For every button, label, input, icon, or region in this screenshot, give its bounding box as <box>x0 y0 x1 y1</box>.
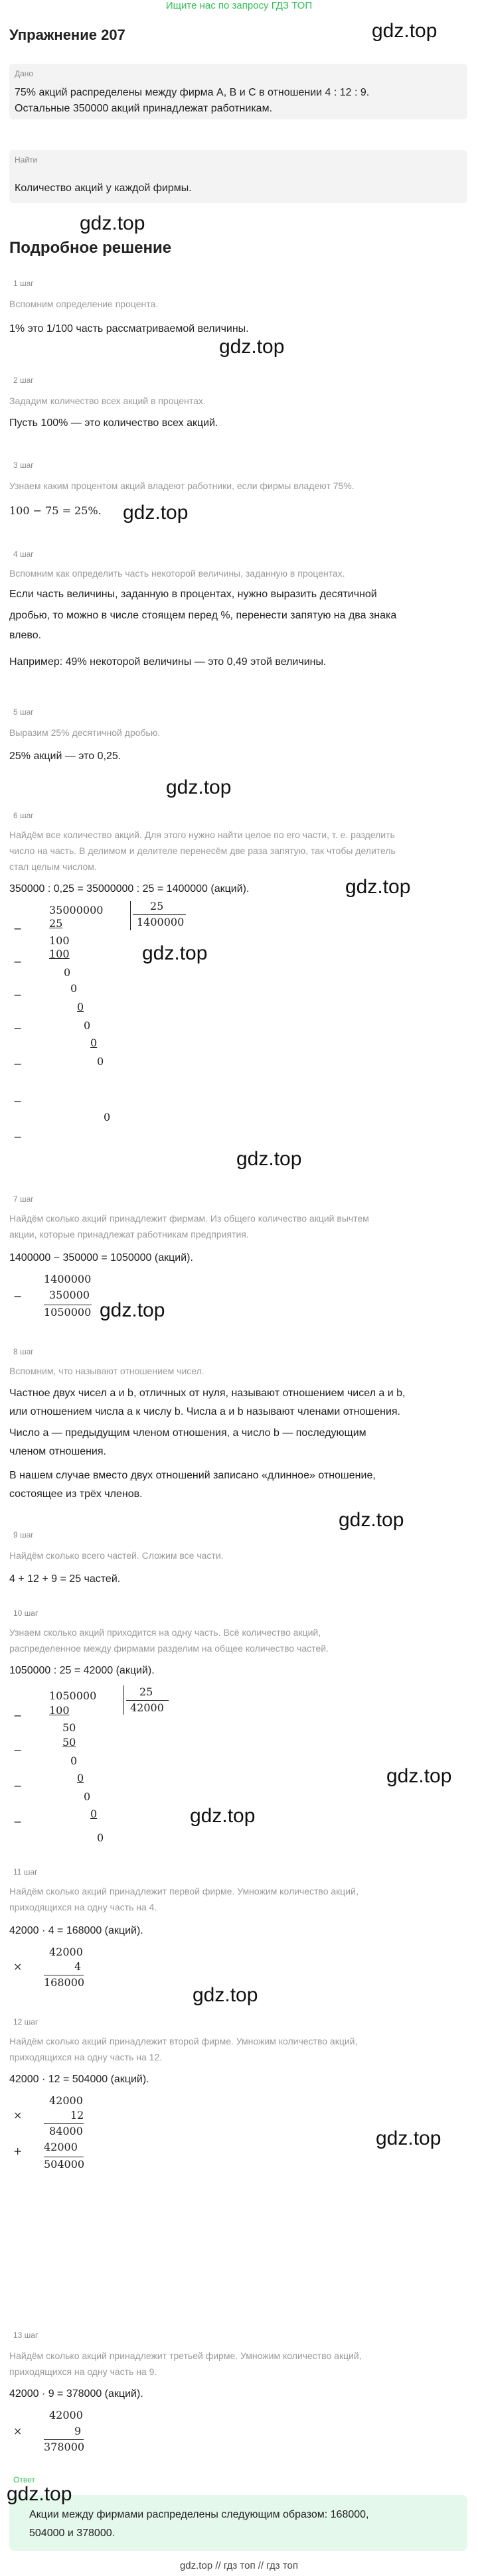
answer-line: 504000 и 378000. <box>29 2528 116 2539</box>
footer-links[interactable]: gdz.top // гдз топ // гдз топ <box>179 2560 299 2571</box>
step-desc: Найдём все количество акций. Для этого нужно найти целое по его части, т. е. разделить <box>9 829 395 840</box>
calc-row: 0 <box>70 1754 78 1767</box>
step-desc: Вспомним как определить часть некоторой величины, заданную в процентах. <box>9 568 345 579</box>
step-desc: приходящихся на одну часть на 4. <box>9 1902 157 1912</box>
step-desc: Вспомним определение процента. <box>9 299 159 309</box>
minus-sign: − <box>13 1816 23 1828</box>
given-line: 75% акций распределены между фирма А, В и С в отношении 4 : 12 : 9. <box>15 87 370 98</box>
division-bar <box>130 901 131 930</box>
plus-sign: + <box>13 2145 23 2157</box>
watermark: gdz.top <box>80 212 145 234</box>
watermark: gdz.top <box>345 876 411 898</box>
find-box <box>9 150 467 203</box>
calc-row: 100 <box>49 948 70 960</box>
calc-row: 42000 <box>44 2141 78 2153</box>
times-sign: × <box>13 2425 23 2437</box>
minus-sign: − <box>13 1780 23 1792</box>
step-tag: 5 шаг <box>13 707 34 717</box>
find-tag: Найти <box>15 155 38 165</box>
step-line: 1% это 1/100 часть рассматриваемой величины. <box>9 323 249 334</box>
calc-row: 0 <box>90 1037 98 1049</box>
watermark: gdz.top <box>142 942 208 964</box>
step-line: 100 − 75 = 25%. <box>9 504 102 517</box>
watermark: gdz.top <box>123 502 189 524</box>
watermark: gdz.top <box>193 1984 258 2006</box>
calc-row: 0 <box>64 966 71 979</box>
top-search-link[interactable]: Ищите нас по запросу ГДЗ ТОП <box>165 0 313 11</box>
divisor: 25 <box>150 900 164 912</box>
step-desc: Найдём сколько всего частей. Сложим все части. <box>9 1550 224 1561</box>
calc-row: 100 <box>49 1704 70 1717</box>
step-desc: распределенное между фирмами разделим на общее количество частей. <box>9 1643 329 1654</box>
minus-sign: − <box>13 1290 23 1303</box>
watermark: gdz.top <box>100 1299 165 1321</box>
calc-row: 84000 <box>49 2125 83 2137</box>
step-line: 25% акций — это 0,25. <box>9 751 121 762</box>
step-desc: Узнаем каким процентом акций владеют работники, если фирмы владеют 75%. <box>9 480 355 491</box>
watermark: gdz.top <box>372 20 438 42</box>
step-desc: приходящихся на одну часть на 9. <box>9 2366 157 2377</box>
step-line: Частное двух чисел a и b, отличных от нуля, называют отношением чисел a и b, <box>9 1388 406 1399</box>
step-line: 42000 · 4 = 168000 (акций). <box>9 1925 143 1936</box>
solution-title: Подробное решение <box>9 239 172 257</box>
calc-row: 378000 <box>44 2441 85 2453</box>
step-line: 1050000 : 25 = 42000 (акций). <box>9 1665 155 1676</box>
given-box <box>9 64 467 119</box>
calc-row: 0 <box>84 1790 91 1803</box>
times-sign: × <box>13 1960 23 1973</box>
answer-box <box>9 2495 467 2551</box>
step-line: Если часть величины, заданную в процентах, нужно выразить десятичной <box>9 589 377 600</box>
calc-row: 0 <box>77 1001 84 1013</box>
step-tag: 3 шаг <box>13 461 34 470</box>
step-line: 42000 · 9 = 378000 (акций). <box>9 2388 143 2399</box>
step-line: Пусть 100% — это количество всех акций. <box>9 417 218 429</box>
watermark: gdz.top <box>386 1765 452 1787</box>
step-line: дробью, то можно в числе стоящем перед %, перенести запятую на два знака <box>9 610 397 621</box>
minus-sign: − <box>13 1058 23 1070</box>
step-desc: Найдём сколько акций принадлежит первой фирме. Умножим количество акций, <box>9 1886 358 1896</box>
calc-row: 42000 <box>49 1946 83 1958</box>
calc-row: 0 <box>104 1111 111 1123</box>
division-line <box>126 1700 169 1701</box>
step-desc: стал целым числом. <box>9 861 97 872</box>
minus-sign: − <box>13 922 23 935</box>
step-line: 350000 : 0,25 = 35000000 : 25 = 1400000 (акций). <box>9 883 250 894</box>
calc-row: 0 <box>97 1831 104 1844</box>
calc-row: 0 <box>70 982 78 995</box>
calc-row: 350000 <box>49 1289 90 1301</box>
calc-row: 50 <box>62 1736 76 1749</box>
step-line: В нашем случае вместо двух отношений записано «длинное» отношение, <box>9 1470 376 1481</box>
division-bar <box>123 1685 124 1715</box>
watermark: gdz.top <box>339 1509 404 1531</box>
step-tag: 6 шаг <box>13 811 34 820</box>
given-line: Остальные 350000 акций принадлежат работникам. <box>15 103 273 114</box>
step-desc: Зададим количество всех акций в процентах. <box>9 395 206 406</box>
step-tag: 7 шаг <box>13 1194 34 1204</box>
calc-row: 42000 <box>49 2409 83 2421</box>
answer-tag: Ответ <box>13 2475 35 2484</box>
step-tag: 8 шаг <box>13 1347 34 1356</box>
calc-row: 1050000 <box>44 1306 92 1319</box>
calc-row: 0 <box>84 1019 91 1032</box>
watermark: gdz.top <box>190 1805 256 1827</box>
step-tag: 11 шаг <box>13 1867 38 1877</box>
calc-row: 0 <box>77 1772 84 1784</box>
dividend: 35000000 <box>49 904 104 916</box>
step-tag: 1 шаг <box>13 279 34 288</box>
step-tag: 12 шаг <box>13 2017 39 2027</box>
times-sign: × <box>13 2109 23 2121</box>
calc-row: 0 <box>90 1808 98 1820</box>
dividend: 1050000 <box>49 1689 97 1702</box>
step-desc: Найдём сколько акций принадлежит фирмам. Из общего количество акций вычтем <box>9 1213 369 1224</box>
step-tag: 4 шаг <box>13 549 34 559</box>
step-tag: 9 шаг <box>13 1530 34 1539</box>
step-line: состоящее из трёх членов. <box>9 1488 143 1500</box>
calc-row: 42000 <box>49 2094 83 2107</box>
find-line: Количество акций у каждой фирмы. <box>15 182 192 194</box>
calc-row: 0 <box>97 1055 104 1068</box>
given-tag: Дано <box>15 69 34 78</box>
quotient: 1400000 <box>137 916 185 928</box>
minus-sign: − <box>13 1131 23 1143</box>
watermark: gdz.top <box>376 2127 441 2149</box>
step-desc: приходящихся на одну часть на 12. <box>9 2052 163 2062</box>
divisor: 25 <box>139 1685 153 1698</box>
step-tag: 13 шаг <box>13 2330 39 2340</box>
calc-row: 168000 <box>44 1976 85 1989</box>
calc-row: 4 <box>74 1960 82 1973</box>
sum-line <box>44 2123 84 2124</box>
minus-sign: − <box>13 1709 23 1722</box>
minus-sign: − <box>13 1095 23 1108</box>
step-line: Число a — предыдущим членом отношения, а число b — последующим <box>9 1427 366 1439</box>
step-desc: Выразим 25% десятичной дробью. <box>9 727 161 738</box>
step-line: или отношением числа a к числу b. Числа a и b называют членами отношения. <box>9 1406 400 1417</box>
calc-row: 9 <box>74 2425 82 2437</box>
watermark: gdz.top <box>219 336 285 358</box>
calc-row: 100 <box>49 934 70 947</box>
step-tag: 10 шаг <box>13 1609 39 1618</box>
step-desc: Найдём сколько акций принадлежит второй фирме. Умножим количество акций, <box>9 2036 358 2046</box>
step-desc: Узнаем сколько акций приходится на одну часть. Всё количество акций, <box>9 1627 321 1638</box>
step-line: 42000 · 12 = 504000 (акций). <box>9 2074 149 2085</box>
page-title: Упражнение 207 <box>9 27 125 43</box>
sum-line <box>44 2439 84 2440</box>
watermark: gdz.top <box>7 2483 72 2505</box>
step-desc: число на часть. В делимом и делителе перенесём две раза запятую, так чтобы делитель <box>9 845 396 856</box>
step-desc: акции, которые принадлежат работникам предприятия. <box>9 1229 249 1240</box>
step-line: членом отношения. <box>9 1446 106 1457</box>
step-tag: 2 шаг <box>13 376 34 385</box>
division-line <box>133 914 186 915</box>
calc-row: 50 <box>62 1721 76 1734</box>
step-line: влево. <box>9 630 42 641</box>
step-line: Например: 49% некоторой величины — это 0,49 этой величины. <box>9 656 327 668</box>
minus-sign: − <box>13 956 23 968</box>
answer-line: Акции между фирмами распределены следующим образом: 168000, <box>29 2509 369 2520</box>
minus-sign: − <box>13 1022 23 1035</box>
quotient: 42000 <box>130 1701 164 1714</box>
step-desc: Вспомним, что называют отношением чисел. <box>9 1366 204 1376</box>
calc-row: 504000 <box>44 2158 85 2171</box>
minus-sign: − <box>13 1744 23 1756</box>
calc-row: 12 <box>70 2109 84 2121</box>
step-line: 4 + 12 + 9 = 25 частей. <box>9 1573 121 1585</box>
watermark: gdz.top <box>236 1148 302 1170</box>
step-desc: Найдём сколько акций принадлежит третьей фирме. Умножим количество акций, <box>9 2350 362 2361</box>
calc-row: 25 <box>49 917 63 930</box>
step-line: 1400000 − 350000 = 1050000 (акций). <box>9 1252 193 1263</box>
calc-row: 1400000 <box>44 1273 92 1285</box>
watermark: gdz.top <box>166 776 232 798</box>
minus-sign: − <box>13 989 23 1001</box>
